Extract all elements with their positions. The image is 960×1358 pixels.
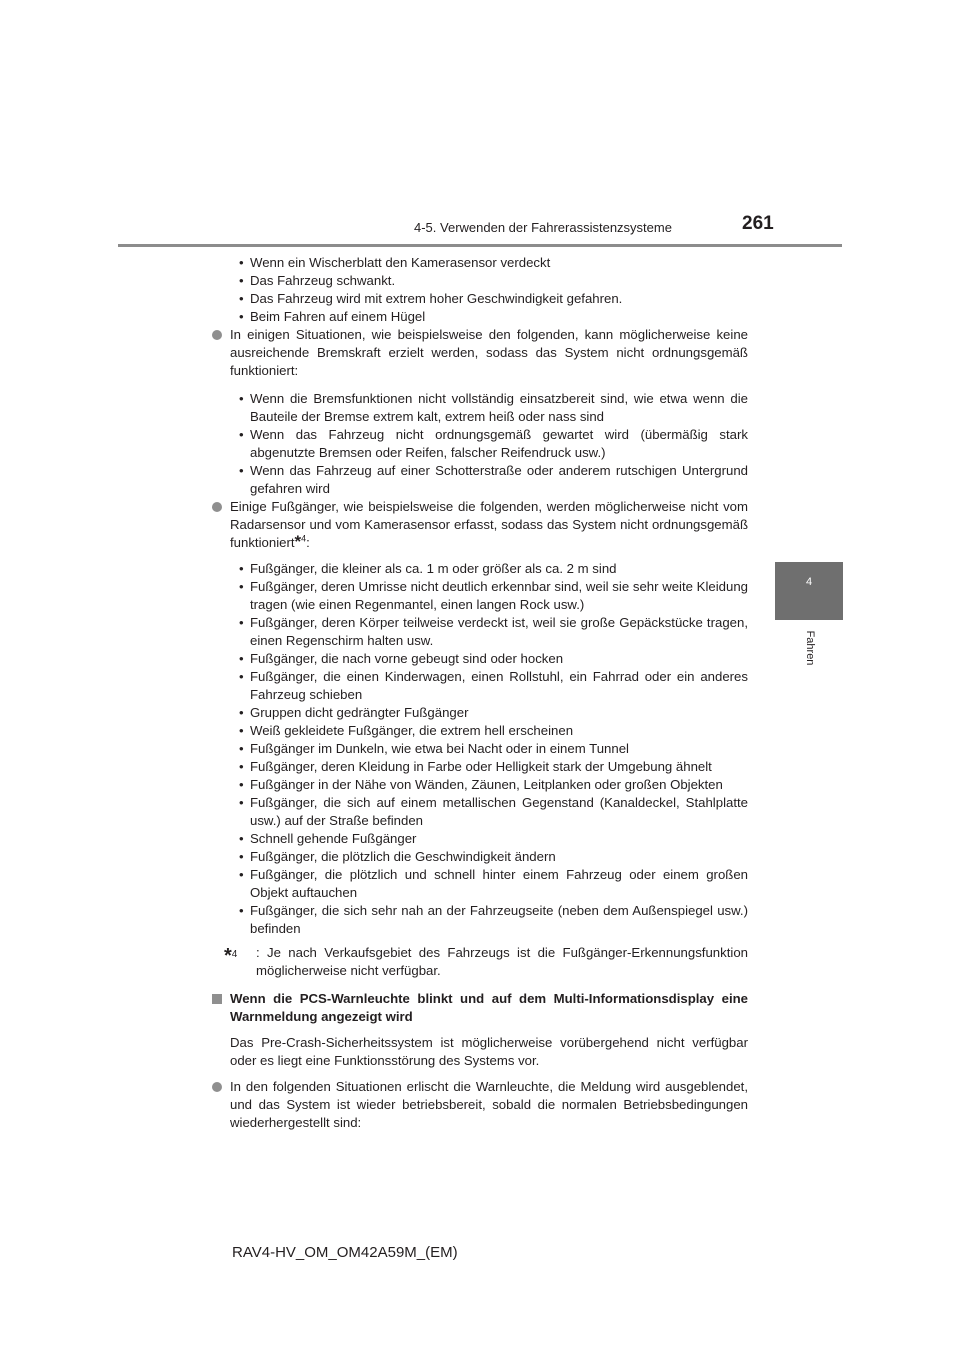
list-item: • Wenn die Bremsfunktionen nicht vollständig einsatzbereit sind, wie etwa wenn die Bauteile der Bremse extrem kalt, extrem heiß oder nass sind	[212, 390, 748, 426]
list-item: • Beim Fahren auf einem Hügel	[212, 308, 748, 326]
section-heading	[212, 990, 748, 1026]
list-item: • Schnell gehende Fußgänger	[212, 830, 748, 848]
main-content	[212, 254, 748, 1132]
bullet-list-top	[212, 254, 748, 326]
paragraph-unavailable	[212, 1034, 748, 1070]
chapter-number: 4	[805, 576, 813, 588]
list-item: • Fußgänger, die plötzlich und schnell hinter einem Fahrzeug oder einem großen Objekt auftauchen	[212, 866, 748, 902]
bullet-list-pedestrians	[212, 560, 748, 938]
list-item: • Wenn ein Wischerblatt den Kamerasensor verdeckt	[212, 254, 748, 272]
paragraph-text: Das Pre-Crash-Sicherheitssystem ist möglicherweise vorübergehend nicht verfügbar oder es liegt eine Funktionsstörung des Systems vor.	[230, 1035, 748, 1068]
list-item: • Fußgänger, deren Kleidung in Farbe oder Helligkeit stark der Umgebung ähnelt	[212, 758, 748, 776]
list-item: • Weiß gekleidete Fußgänger, die extrem hell erscheinen	[212, 722, 748, 740]
footnote-ref-number: 4	[301, 533, 307, 544]
footnote-text: : Je nach Verkaufsgebiet des Fahrzeugs ist die Fußgänger-Erkennungsfunktion möglicherweise nicht verfügbar.	[256, 945, 748, 978]
footnote-number: 4	[231, 949, 238, 960]
list-item: • Fußgänger, die nach vorne gebeugt sind oder hocken	[212, 650, 748, 668]
paragraph-recovery	[212, 1078, 748, 1132]
list-item: • Wenn das Fahrzeug nicht ordnungsgemäß gewartet wird (übermäßig stark abgenutzte Bremsen oder Reifen, falscher Reifendruck usw.)	[212, 426, 748, 462]
chapter-label	[795, 618, 825, 678]
list-item: • Fußgänger, die einen Kinderwagen, einen Rollstuhl, ein Fahrrad oder ein anderes Fahrzeug schieben	[212, 668, 748, 704]
list-item: • Fußgänger, deren Körper teilweise verdeckt ist, weil sie große Gepäckstücke tragen, einen Regenschirm halten usw.	[212, 614, 748, 650]
list-item: • Fußgänger, die sich auf einem metallischen Gegenstand (Kanaldeckel, Stahlplatte usw.) auf der Straße befinden	[212, 794, 748, 830]
bullet-list-braking	[212, 390, 748, 498]
paragraph-text: In den folgenden Situationen erlischt die Warnleuchte, die Meldung wird ausgeblendet, und das System ist wieder betriebsbereit, sobald die normalen Betriebsbedingungen wiederhergestellt sind:	[230, 1079, 748, 1130]
bullet-circle-icon	[212, 330, 222, 340]
header-divider	[118, 244, 842, 247]
chapter-tab	[775, 562, 843, 620]
page-number: 261	[742, 213, 774, 234]
footnote-marker	[224, 944, 237, 965]
list-item: • Wenn das Fahrzeug auf einer Schotterstraße oder anderem rutschigen Untergrund gefahren wird	[212, 462, 748, 498]
paragraph-text: In einigen Situationen, wie beispielsweise den folgenden, kann möglicherweise keine ausreichende Bremskraft erzielt werden, sodass das System nicht ordnungsgemäß funktioniert:	[230, 327, 748, 378]
paragraph-colon: :	[306, 535, 310, 550]
footnote	[212, 944, 748, 980]
paragraph-text: Einige Fußgänger, wie beispielsweise die folgenden, werden möglicherweise nicht vom Radarsensor und vom Kamerasensor erfasst, sodass das System nicht ordnungsgemäß funktioniert	[230, 499, 748, 550]
bullet-circle-icon	[212, 502, 222, 512]
footnote-ref-star: *	[294, 532, 302, 551]
list-item: • Fußgänger in der Nähe von Wänden, Zäunen, Leitplanken oder großen Objekten	[212, 776, 748, 794]
chapter-label-text: Fahren	[804, 630, 816, 666]
list-item: • Fußgänger, die plötzlich die Geschwindigkeit ändern	[212, 848, 748, 866]
list-item: • Fußgänger im Dunkeln, wie etwa bei Nacht oder in einem Tunnel	[212, 740, 748, 758]
footnote-star: *	[224, 945, 232, 967]
list-item: • Das Fahrzeug wird mit extrem hoher Geschwindigkeit gefahren.	[212, 290, 748, 308]
paragraph-braking	[212, 326, 748, 380]
heading-text: Wenn die PCS-Warnleuchte blinkt und auf dem Multi-Informationsdisplay eine Warnmeldung angezeigt wird	[230, 991, 748, 1024]
paragraph-pedestrians	[212, 498, 748, 552]
list-item: • Gruppen dicht gedrängter Fußgänger	[212, 704, 748, 722]
bullet-circle-icon	[212, 1082, 222, 1092]
heading-square-icon	[212, 994, 222, 1004]
list-item: • Das Fahrzeug schwankt.	[212, 272, 748, 290]
list-item: • Fußgänger, die sich sehr nah an der Fahrzeugseite (neben dem Außenspiegel usw.) befinden	[212, 902, 748, 938]
document-code: RAV4-HV_OM_OM42A59M_(EM)	[232, 1244, 458, 1261]
list-item: • Fußgänger, deren Umrisse nicht deutlich erkennbar sind, weil sie sehr weite Kleidung tragen (wie einen Regenmantel, einen langen Rock usw.)	[212, 578, 748, 614]
list-item: • Fußgänger, die kleiner als ca. 1 m oder größer als ca. 2 m sind	[212, 560, 748, 578]
section-title: 4-5. Verwenden der Fahrerassistenzsysteme	[414, 220, 672, 235]
